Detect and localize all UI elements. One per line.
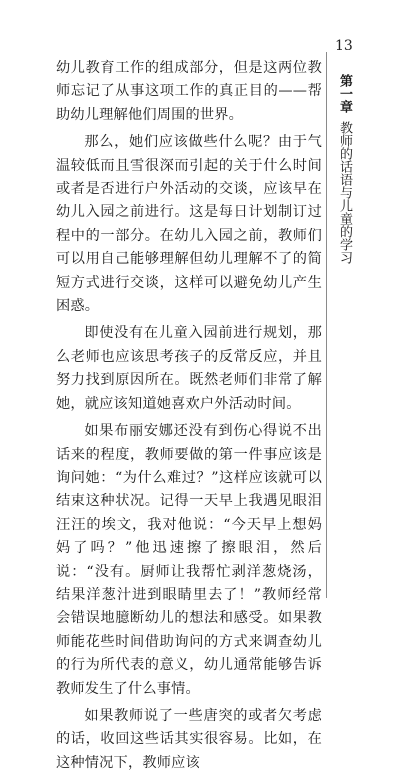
paragraph: 幼儿教育工作的组成部分，但是这两位教师忘记了从事这项工作的真正目的——帮助幼儿理解他们周围的世界。 [56,60,322,123]
chapter-label: 第一章 [337,74,352,113]
chapter-header [336,74,352,264]
paragraph: 如果教师说了一些唐突的或者欠考虑的话，收回这些话其实很容易。比如，在这种情况下，教师应该 [56,707,322,771]
paragraph: 那么，她们应该做些什么呢？由于气温较低而且雪很深而引起的关于什么时间或者是否进行户外活动的交谈，应该早在幼儿入园之前进行。这是每日计划制订过程中的一部分。在幼儿入园之前，教师们可以用自己能够理解但幼儿理解不了的简短方式进行交谈，这样可以避免幼儿产生困惑。 [56,134,322,315]
chapter-title: 教师的话语与儿童的学习 [337,121,352,264]
body-text [56,57,322,779]
side-divider-line [326,52,327,598]
page-number: 13 [335,38,353,54]
paragraph: 如果布丽安娜还没有到伤心得说不出话来的程度，教师要做的第一件事应该是询问她：“为什么难过？”这样应该就可以结束这种状况。记得一天早上我遇见眼泪汪汪的埃文，我对他说：“今天早上想妈妈了吗？”他迅速擦了擦眼泪，然后说：“没有。厨师让我帮忙剥洋葱烧汤，结果洋葱汁进到眼睛里去了！”教师经常会错误地臆断幼儿的想法和感受。如果教师能花些时间借助询问的方式来调查幼儿的行为所代表的意义，幼儿通常能够告诉教师发生了什么事情。 [56,423,322,697]
paragraph: 即使没有在儿童入园前进行规划，那么老师也应该思考孩子的反常反应，并且努力找到原因所在。既然老师们非常了解她，就应该知道她喜欢户外活动时间。 [56,325,322,412]
